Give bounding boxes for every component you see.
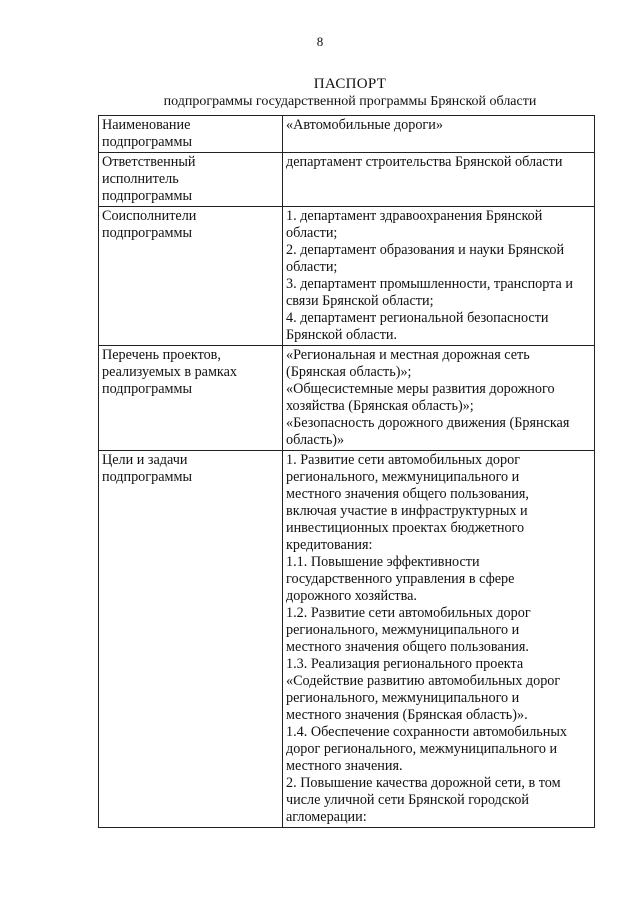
row-label-line: Наименование [102,117,191,133]
page-number: 8 [316,34,324,49]
row-value-cell [283,207,595,346]
row-label-line: подпрограммы [102,469,192,485]
row-value-line: Брянской области. [286,327,398,343]
row-value-cell [283,346,595,451]
row-label-cell [99,207,283,346]
table-row [99,116,595,153]
table-row [99,346,595,451]
row-value-line: 4. департамент региональной безопасности [286,310,549,326]
row-value-cell [283,451,595,828]
row-label-cell [99,451,283,828]
row-label-line: подпрограммы [102,225,192,241]
row-label-line: Ответственный [102,154,196,170]
row-label-line: Перечень проектов, [102,347,221,363]
row-label-line: исполнитель [102,171,179,187]
table-row [99,153,595,207]
row-value-line: 2. департамент образования и науки Брянской [286,242,565,258]
row-label-line: Соисполнители [102,208,197,224]
row-value-line: 1. Развитие сети автомобильных дорог [286,452,521,468]
row-value-line: инвестиционных проектах бюджетного [286,520,525,536]
row-value-line: «Автомобильные дороги» [286,117,443,133]
row-label-cell [99,153,283,207]
row-value-line: области; [286,225,338,241]
row-label-line: реализуемых в рамках [102,364,238,380]
row-label-line: подпрограммы [102,188,192,204]
row-label-line: подпрограммы [102,134,192,150]
passport-table [98,115,595,828]
row-value-line: связи Брянской области; [286,293,434,309]
row-value-line: государственного управления в сфере [286,571,515,587]
row-value-line: местного значения общего пользования, [286,486,529,502]
passport-table-body [99,116,595,828]
row-value-line: 1.4. Обеспечение сохранности автомобильных [286,724,567,740]
row-value-line: «Региональная и местная дорожная сеть [286,347,530,363]
row-value-line: кредитования: [286,537,373,553]
row-value-line: регионального, межмуниципального и [286,622,520,638]
row-value-cell [283,153,595,207]
row-value-line: хозяйства (Брянская область)»; [286,398,474,414]
row-value-line: 1. департамент здравоохранения Брянской [286,208,543,224]
row-value-line: числе уличной сети Брянской городской [286,792,529,808]
row-value-cell [283,116,595,153]
row-value-line: местного значения общего пользования. [286,639,529,655]
row-value-line: «Безопасность дорожного движения (Брянская [286,415,570,431]
row-value-line: департамент строительства Брянской области [286,154,563,170]
document-title: ПАСПОРТ [313,76,387,92]
row-value-line: области; [286,259,338,275]
row-value-line: (Брянская область)»; [286,364,412,380]
row-label-cell [99,346,283,451]
row-value-line: 1.1. Повышение эффективности [286,554,480,570]
row-value-line: регионального, межмуниципального и [286,690,520,706]
row-value-line: 1.3. Реализация регионального проекта [286,656,524,672]
row-value-line: «Общесистемные меры развития дорожного [286,381,555,397]
row-value-line: местного значения (Брянская область)». [286,707,528,723]
document-subtitle: подпрограммы государственной программы Брянской области [163,94,537,109]
row-value-line: регионального, межмуниципального и [286,469,520,485]
row-value-line: включая участие в инфраструктурных и [286,503,528,519]
row-value-line: 1.2. Развитие сети автомобильных дорог [286,605,531,621]
row-label-cell [99,116,283,153]
row-value-line: 3. департамент промышленности, транспорта и [286,276,573,292]
row-label-line: подпрограммы [102,381,192,397]
row-value-line: «Содействие развитию автомобильных дорог [286,673,561,689]
row-value-line: 2. Повышение качества дорожной сети, в том [286,775,561,791]
row-value-line: дорожного хозяйства. [286,588,417,604]
row-value-line: агломерации: [286,809,367,825]
row-label-line: Цели и задачи [102,452,188,468]
row-value-line: дорог регионального, межмуниципального и [286,741,558,757]
table-row [99,207,595,346]
row-value-line: местного значения. [286,758,403,774]
table-row [99,451,595,828]
row-value-line: область)» [286,432,345,448]
